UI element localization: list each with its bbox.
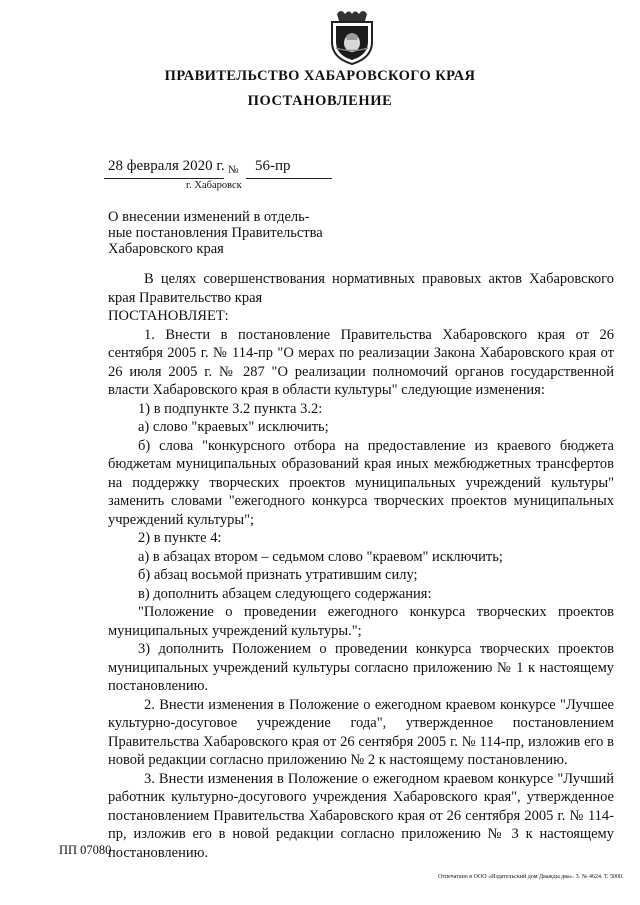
subject-line: ные постановления Правительства [108, 225, 323, 241]
resolves-heading: ПОСТАНОВЛЯЕТ: [108, 308, 229, 324]
item-1-2-a: а) в абзацах втором – седьмом слово "краевом" исключить; [138, 548, 503, 565]
subparagraph-1-1: 1) в подпункте 3.2 пункта 3.2: [138, 400, 323, 417]
number-underline [246, 178, 332, 179]
document-date: 28 февраля 2020 г. [108, 158, 225, 174]
paragraph-3: 3. Внести изменения в Положение о ежегодном краевом конкурсе "Лучший работник культурно-досугового учреждения Хабаровского края", утвержденное постановлением Правительства Хабаровского края от 26 сентября 2005 г. № 114-пр, изложив его в новой редакции согласно приложению № 3 к настоящему постановлению. [108, 770, 614, 861]
item-1-1-a: а) слово "краевых" исключить; [138, 419, 329, 435]
subparagraph-1-2: 2) в пункте 4: [138, 530, 222, 546]
document-body [108, 270, 614, 862]
item-1-2-b: б) абзац восьмой признать утратившим силу; [138, 567, 418, 583]
item-1-2-c-quote: "Положение о проведении ежегодного конкурса творческих проектов муниципальных учреждений культуры."; [108, 604, 614, 639]
government-title: ПРАВИТЕЛЬСТВО ХАБАРОВСКОГО КРАЯ [164, 68, 476, 84]
subject-line: Хабаровского края [108, 241, 224, 257]
number-sign: № [228, 164, 239, 176]
paragraph-2: 2. Внести изменения в Положение о ежегодном краевом конкурсе "Лучшее культурно-досуговое учреждение года", утвержденное постановлением Правительства Хабаровского края от 26 сентября 2005 г. № 114-пр, изложив его в новой редакции согласно приложению № 2 к настоящему постановлению. [108, 696, 614, 768]
coat-of-arms-icon [327, 8, 377, 66]
document-type: ПОСТАНОВЛЕНИЕ [247, 93, 393, 109]
subparagraph-1-3: 3) дополнить Положением о проведении конкурса творческих проектов муниципальных учреждений культуры согласно приложению № 1 к настоящему постановлению. [108, 641, 614, 694]
preamble: В целях совершенствования нормативных правовых актов Хабаровского края Правительство края [108, 271, 614, 306]
subject-line: О внесении изменений в отдель- [108, 209, 310, 225]
date-underline [104, 178, 224, 179]
document-city: г. Хабаровск [186, 180, 242, 191]
item-1-1-b: б) слова "конкурсного отбора на предоставление из краевого бюджета бюджетам муниципальных образований края иных межбюджетных трансфертов на поддержку творческих проектов муниципальных учреждений культуры" заменить словами "ежегодного конкурса творческих проектов муниципальных учреждений культуры"; [108, 437, 614, 528]
printer-imprint: Отпечатано в ООО «Издательский дом Дважды два». З. № 4624. Т. 5000. [438, 874, 624, 880]
document-number: 56-пр [255, 158, 291, 174]
item-1-2-c: в) дополнить абзацем следующего содержания: [138, 585, 432, 602]
document-code: ПП 07080 [59, 843, 112, 857]
paragraph-1: 1. Внести в постановление Правительства Хабаровского края от 26 сентября 2005 г. № 114-пр "О мерах по реализации Закона Хабаровского края от 26 июля 2005 г. № 287 "О реализации полномочий органов государственной власти Хабаровского края в области культуры" следующие изменения: [108, 326, 614, 398]
document-subject [108, 209, 338, 257]
